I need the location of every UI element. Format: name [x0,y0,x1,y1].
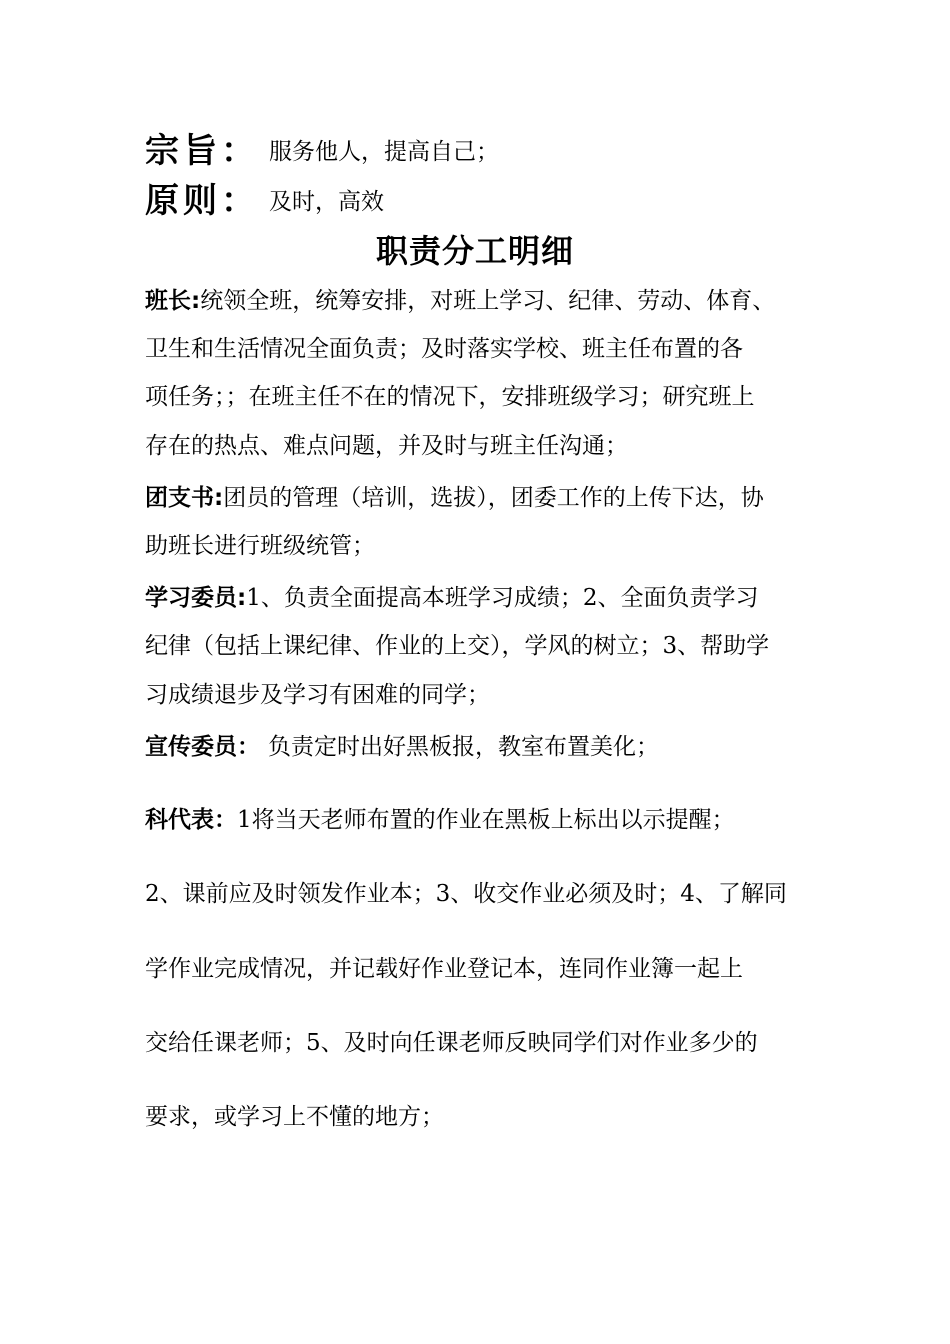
publicity-committee-text-1: 负责定时出好黑板报，教室布置美化； [268,734,659,760]
subject-rep-text-5: 要求，或学习上不懂的地方； [145,1104,444,1130]
study-committee-label: 学习委员: [145,585,247,611]
subject-rep-line-4 [145,1028,758,1058]
study-committee-text-3: 习成绩退步及学习有困难的同学； [145,682,490,708]
page-title: 职责分工明细 [375,232,574,270]
monitor-line-2 [145,334,743,364]
subject-rep-label: 科代表： [145,807,237,833]
principle-line [145,181,384,221]
subject-rep-text-4: 交给任课老师；5、及时向任课老师反映同学们对作业多少的 [145,1030,758,1056]
league-secretary-text-2: 助班长进行班级统管； [145,533,375,559]
monitor-text-2: 卫生和生活情况全面负责；及时落实学校、班主任布置的各 [145,336,743,362]
subject-rep-text-2: 2、课前应及时领发作业本；3、收交作业必须及时；4、了解同 [145,881,787,907]
subject-rep-text-3: 学作业完成情况，并记载好作业登记本，连同作业簿一起上 [145,956,743,982]
subject-rep-text-1: 1将当天老师布置的作业在黑板上标出以示提醒； [237,807,735,833]
study-committee-text-2: 纪律（包括上课纪律、作业的上交），学风的树立；3、帮助学 [145,633,770,659]
study-committee-line-2 [145,631,769,661]
monitor-line-3 [145,382,755,412]
monitor-label: 班长: [145,288,201,314]
study-committee-text-1: 1、负责全面提高本班学习成绩；2、全面负责学习 [246,585,759,611]
motto-label: 宗旨： [145,131,259,171]
publicity-committee-line-1 [145,732,659,762]
monitor-line-4 [145,431,628,461]
monitor-line-1 [145,286,775,316]
principle-text: 及时，高效 [269,189,384,215]
league-secretary-text-1: 团员的管理（培训，选拔），团委工作的上传下达，协 [223,485,764,511]
league-secretary-label: 团支书: [145,485,224,511]
study-committee-line-3 [145,680,490,710]
subject-rep-line-2 [145,879,787,909]
subject-rep-line-1 [145,805,735,835]
subject-rep-line-3 [145,954,743,984]
motto-text: 服务他人，提高自己； [269,139,499,165]
subject-rep-line-5 [145,1102,444,1132]
study-committee-line-1 [145,583,758,613]
monitor-text-3: 项任务；；在班主任不在的情况下，安排班级学习；研究班上 [145,384,755,410]
league-secretary-line-1 [145,483,764,513]
principle-label: 原则： [145,181,259,221]
monitor-text-1: 统领全班，统筹安排，对班上学习、纪律、劳动、体育、 [200,288,776,314]
publicity-committee-label: 宣传委员： [145,734,260,760]
motto-line [145,131,499,171]
league-secretary-line-2 [145,531,375,561]
monitor-text-4: 存在的热点、难点问题，并及时与班主任沟通； [145,433,628,459]
